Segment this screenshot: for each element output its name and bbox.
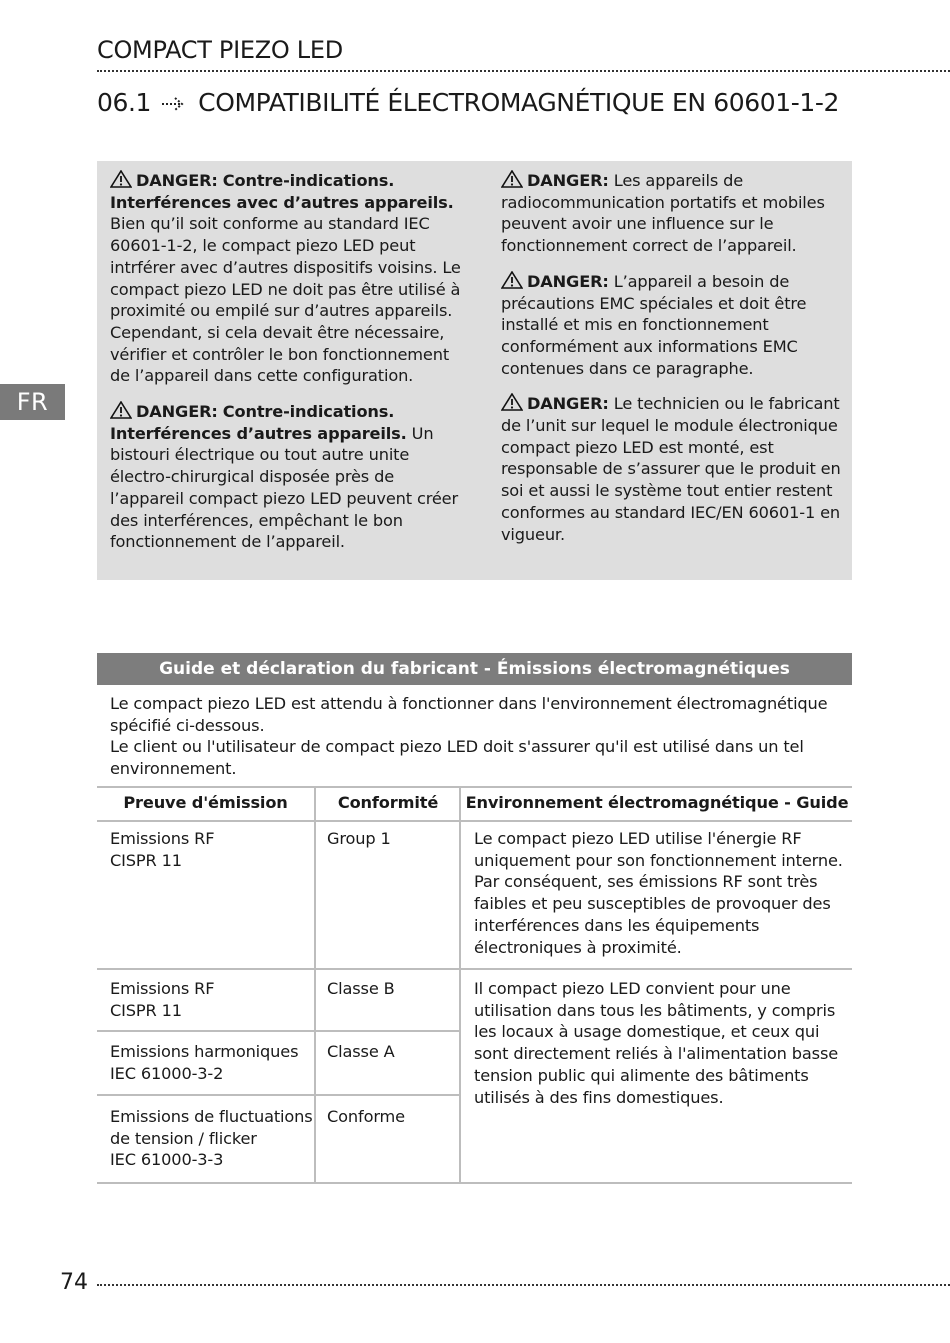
emissions-intro bbox=[110, 693, 845, 780]
danger-heading: Contre-indications. Interférences d’autres appareils. bbox=[110, 402, 407, 443]
emissions-table bbox=[97, 786, 852, 1186]
danger-column-left bbox=[110, 170, 470, 567]
table-row bbox=[110, 1106, 315, 1171]
compliance-value: Group 1 bbox=[327, 829, 391, 848]
intro-paragraph: Le compact piezo LED est attendu à fonctionner dans l'environnement électromagnétique spécifié ci-dessous. bbox=[110, 694, 828, 735]
guidance-text: Le compact piezo LED utilise l'énergie RF uniquement pour son fonctionnement interne. Par conséquent, ses émissions RF sont très faibles et peu susceptibles de provoquer des interférences dans les équipements électroniques à proximité. bbox=[474, 829, 843, 957]
danger-label: DANGER: bbox=[527, 271, 609, 291]
warning-triangle-icon bbox=[110, 401, 132, 419]
emission-test-standard: IEC 61000-3-3 bbox=[110, 1150, 224, 1170]
danger-label: DANGER: bbox=[136, 171, 218, 190]
emission-test-name: Emissions RF bbox=[110, 979, 215, 998]
section-title: COMPATIBILITÉ ÉLECTROMAGNÉTIQUE EN 60601-1-2 bbox=[198, 88, 839, 117]
footer-divider bbox=[97, 1284, 950, 1286]
emission-test-name-continued: de tension / flicker bbox=[110, 1128, 257, 1148]
intro-paragraph: Le client ou l'utilisateur de compact piezo LED doit s'assurer qu'il est utilisé dans un tel environnement. bbox=[110, 737, 804, 779]
danger-notice bbox=[110, 401, 470, 553]
compliance-value: Classe A bbox=[327, 1042, 395, 1061]
danger-text: Les appareils de radiocommunication portatifs et mobiles peuvent avoir une influence sur le fonctionnement correct de l’appareil. bbox=[501, 171, 825, 256]
column-header-guidance: Environnement électromagnétique - Guide bbox=[465, 793, 849, 812]
danger-notice bbox=[501, 271, 846, 380]
table-row bbox=[110, 828, 310, 871]
row-divider bbox=[97, 968, 852, 970]
column-divider bbox=[459, 786, 461, 1184]
emission-test-standard: CISPR 11 bbox=[110, 1000, 182, 1020]
danger-text-continued: Cependant, si cela devait être nécessaire, vérifier et contrôler le bon fonctionnement de l’appareil dans cette configuration. bbox=[110, 322, 450, 386]
guidance-text: Il compact piezo LED convient pour une utilisation dans tous les bâtiments, y compris les locaux à usage domestique, et ceux qui sont directement reliés à l'alimentation basse tension public qui alimente des bâtiments utilisés à des fins domestiques. bbox=[474, 979, 839, 1107]
section-number: 06.1 bbox=[97, 88, 152, 117]
column-header-compliance: Conformité bbox=[337, 793, 439, 812]
danger-notice bbox=[110, 170, 470, 387]
emission-test-name: Emissions de fluctuations bbox=[110, 1107, 313, 1126]
language-tab: FR bbox=[0, 384, 65, 420]
danger-text: Le technicien ou le fabricant de l’unit sur lequel le module électronique compact piezo LED est monté, est responsable de s’assurer que le produit en soi et aussi le système tout entier restent conformes au standard IEC/EN 60601-1 en vigueur. bbox=[501, 394, 841, 544]
danger-label: DANGER: bbox=[527, 171, 609, 190]
warning-triangle-icon bbox=[501, 170, 523, 188]
table-header-row bbox=[97, 786, 852, 822]
emission-test-name: Emissions harmoniques bbox=[110, 1042, 299, 1061]
danger-notice bbox=[501, 170, 846, 257]
dotted-arrow-icon bbox=[161, 90, 187, 119]
emissions-table-title: Guide et déclaration du fabricant - Émissions électromagnétiques bbox=[97, 653, 852, 685]
table-bottom-border bbox=[97, 1182, 852, 1184]
section-heading bbox=[97, 88, 839, 119]
danger-text: Un bistouri électrique ou tout autre unite électro-chirurgical disposée près de l’appareil compact piezo LED peuvent créer des interférences, empêchant le bon fonctionnement de l’appareil. bbox=[110, 423, 458, 552]
page-number: 74 bbox=[60, 1270, 88, 1295]
danger-column-right bbox=[501, 170, 846, 559]
row-divider bbox=[97, 1030, 314, 1032]
danger-notice bbox=[501, 393, 846, 545]
row-divider bbox=[316, 1094, 459, 1096]
warning-triangle-icon bbox=[110, 170, 132, 188]
row-divider bbox=[316, 1030, 459, 1032]
emission-test-name: Emissions RF bbox=[110, 829, 215, 848]
emission-test-standard: CISPR 11 bbox=[110, 850, 182, 870]
danger-heading: Contre-indications. Interférences avec d’autres appareils. bbox=[110, 171, 454, 212]
compliance-value: Classe B bbox=[327, 979, 395, 998]
warning-triangle-icon bbox=[501, 393, 523, 411]
table-row bbox=[110, 1041, 310, 1084]
row-divider bbox=[97, 1094, 314, 1096]
document-title: COMPACT PIEZO LED bbox=[97, 36, 343, 64]
emission-test-standard: IEC 61000-3-2 bbox=[110, 1063, 224, 1083]
danger-text: L’appareil a besoin de précautions EMC spéciales et doit être installé et mis en fonctionnement conformément aux informations EMC contenues dans ce paragraphe. bbox=[501, 271, 807, 378]
danger-warnings-box bbox=[97, 161, 852, 580]
warning-triangle-icon bbox=[501, 271, 523, 289]
danger-text: Bien qu’il soit conforme au standard IEC 60601-1-2, le compact piezo LED peut intrférer avec d’autres dispositifs voisins. Le compact piezo LED ne doit pas être utilisé à proximité ou empilé sur d’autres appareils. bbox=[110, 214, 461, 321]
column-header-test: Preuve d'émission bbox=[123, 793, 288, 812]
compliance-value: Conforme bbox=[327, 1107, 405, 1126]
danger-label: DANGER: bbox=[527, 394, 609, 414]
title-divider bbox=[97, 70, 950, 72]
danger-label: DANGER: bbox=[136, 402, 218, 422]
table-row bbox=[110, 978, 310, 1021]
